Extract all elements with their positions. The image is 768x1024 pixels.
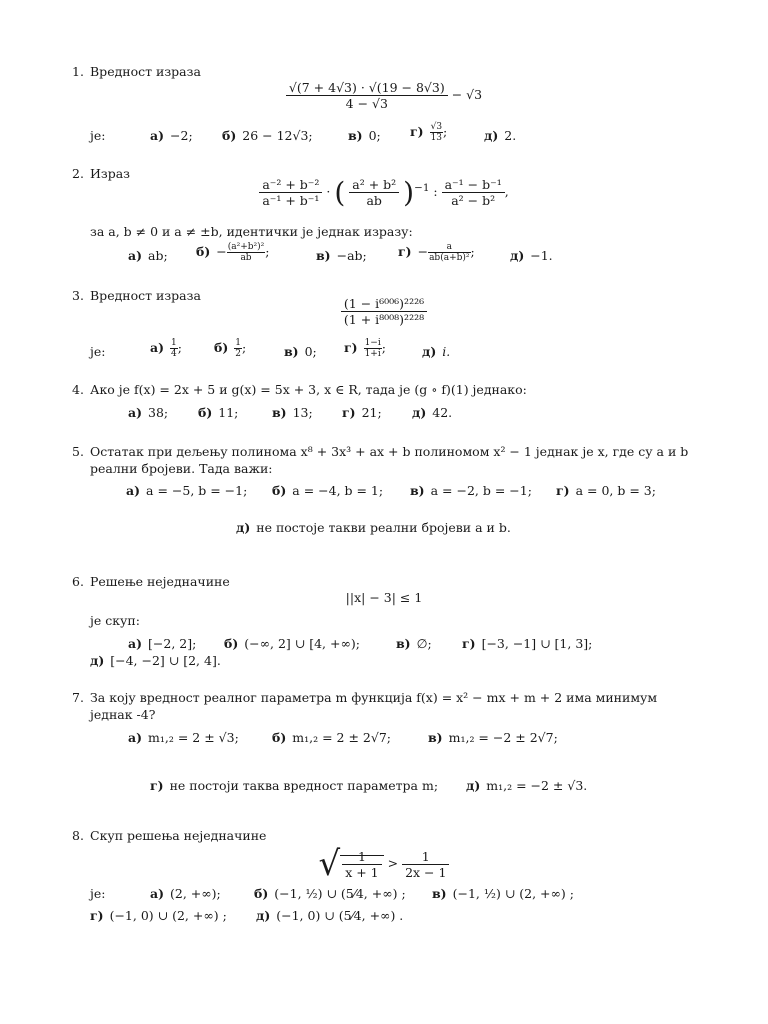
problem-condition: за a, b ≠ 0 и a ≠ ±b, идентички је једнак изразу: (90, 224, 413, 239)
option-b[interactable]: б) a = −4, b = 1; (272, 483, 384, 498)
option-v[interactable]: в) m₁,₂ = −2 ± 2√7; (428, 730, 558, 745)
problem-prompt: Израз (90, 166, 130, 181)
option-g[interactable]: г) [−3, −1] ∪ [1, 3]; (462, 636, 593, 651)
option-b[interactable]: б) (−1, ½) ∪ (5⁄4, +∞) ; (254, 886, 406, 901)
option-v[interactable]: в) ∅; (396, 636, 432, 651)
problem-prompt: Вредност израза (90, 64, 201, 79)
option-d[interactable]: д) 42. (412, 405, 453, 420)
option-d[interactable]: д) не постоје такви реални бројеви a и b. (236, 520, 511, 535)
problem-number: 2. (72, 166, 84, 181)
option-g[interactable]: г) 21; (342, 405, 382, 420)
problem-prompt-line2: реални бројеви. Тада важи: (90, 461, 273, 476)
option-d[interactable]: д) [−4, −2] ∪ [2, 4]. (90, 653, 221, 668)
option-v[interactable]: в) a = −2, b = −1; (410, 483, 532, 498)
expr-numerator: √(7 + 4√3) · √(19 − 8√3) (286, 80, 448, 96)
option-b[interactable]: б) 26 − 12√3; (222, 128, 313, 143)
problem-prompt: Скуп решења неједначине (90, 828, 267, 843)
option-g[interactable]: г) не постоји таква вредност параметра m; (150, 778, 439, 793)
set-text: је скуп: (90, 613, 140, 628)
expr-tail: − √3 (451, 87, 483, 102)
problem-expression: √ $\frac{1}{x + 1}$ > $\frac{1}{2x - 1}$ (0, 844, 768, 884)
problem-number: 6. (72, 574, 84, 589)
je-label: je: (90, 886, 106, 901)
problem-number: 4. (72, 382, 84, 397)
option-v[interactable]: в) 13; (272, 405, 313, 420)
problem-number: 5. (72, 444, 84, 459)
option-a[interactable]: а) ab; (128, 248, 168, 263)
option-d[interactable]: д) m₁,₂ = −2 ± √3. (466, 778, 588, 793)
option-d[interactable]: д) (−1, 0) ∪ (5⁄4, +∞) . (256, 908, 404, 923)
problem-number: 7. (72, 690, 84, 705)
problem-number: 1. (72, 64, 84, 79)
option-d[interactable]: д) 2. (484, 128, 517, 143)
option-v[interactable]: в) (−1, ½) ∪ (2, +∞) ; (432, 886, 574, 901)
option-v[interactable]: в) −ab; (316, 248, 367, 263)
problem-expression: $\frac{\text{a⁻² + b⁻²}}{\text{a⁻¹ + b⁻¹}}$ · ( $\frac{\text{a² + b²}}{ab}$ )$^{-1}$ : $\frac{\text{a⁻¹ − b⁻¹}}{\text{a² − b²}}$ , (0, 176, 768, 209)
je-label: je: (90, 128, 106, 143)
option-a[interactable]: а) −2; (150, 128, 193, 143)
je-label: je: (90, 344, 106, 359)
problem-expression: ||x| − 3| ≤ 1 (345, 590, 423, 605)
option-a[interactable]: а) 38; (128, 405, 169, 420)
option-d[interactable]: д) i. (422, 344, 451, 359)
option-b[interactable]: б) − $\frac{\text{(a²+b²)²}}{ab}$ ; (196, 242, 270, 263)
option-g[interactable]: г) $\frac{1-i}{1+i}$ ; (344, 338, 386, 359)
problem-prompt-line1: Остатак при дељењу полинома x⁸ + 3x³ + ax + b полиномом x² − 1 једнак је x, где су a и b (90, 444, 689, 459)
option-a[interactable]: а) a = −5, b = −1; (126, 483, 248, 498)
expr-denominator: 4 − √3 (345, 96, 388, 111)
option-b[interactable]: б) m₁,₂ = 2 ± 2√7; (272, 730, 391, 745)
problem-prompt-line2: једнак -4? (90, 707, 156, 722)
problem-prompt: Вредност израза (90, 288, 201, 303)
problem-prompt-line1: За коју вредност реалног параметра m функција f(x) = x² − mx + m + 2 има минимум (90, 690, 658, 705)
option-g[interactable]: г) a = 0, b = 3; (556, 483, 656, 498)
problem-number: 8. (72, 828, 84, 843)
option-g[interactable]: г) $\frac{√3}{13}$ ; (410, 122, 448, 143)
option-b[interactable]: б) 11; (198, 405, 239, 420)
option-d[interactable]: д) −1. (510, 248, 553, 263)
problem-expression: $\frac{\text{(1 − i⁶⁰⁰⁶)²²²⁶}}{\text{(1 + i⁸⁰⁰⁸)²²²⁸}}$ (0, 296, 768, 327)
problem-prompt: Решење неједначине (90, 574, 230, 589)
option-v[interactable]: в) 0; (284, 344, 317, 359)
problem-number: 3. (72, 288, 84, 303)
option-v[interactable]: в) 0; (348, 128, 381, 143)
option-b[interactable]: б) $\frac{1}{2}$ ; (214, 338, 247, 359)
option-a[interactable]: а) m₁,₂ = 2 ± √3; (128, 730, 239, 745)
problem-expression (0, 80, 768, 111)
option-a[interactable]: а) (2, +∞); (150, 886, 221, 901)
option-g[interactable]: г) − $\frac{a}{\text{ab(a+b)²}}$ ; (398, 242, 475, 263)
option-g[interactable]: г) (−1, 0) ∪ (2, +∞) ; (90, 908, 227, 923)
option-a[interactable]: а) $\frac{1}{4}$ ; (150, 338, 182, 359)
option-a[interactable]: а) [−2, 2]; (128, 636, 197, 651)
problem-prompt: Ако је f(x) = 2x + 5 и g(x) = 5x + 3, x ∈ R, тада је (g ∘ f)(1) једнако: (90, 382, 527, 397)
option-b[interactable]: б) (−∞, 2] ∪ [4, +∞); (224, 636, 360, 651)
